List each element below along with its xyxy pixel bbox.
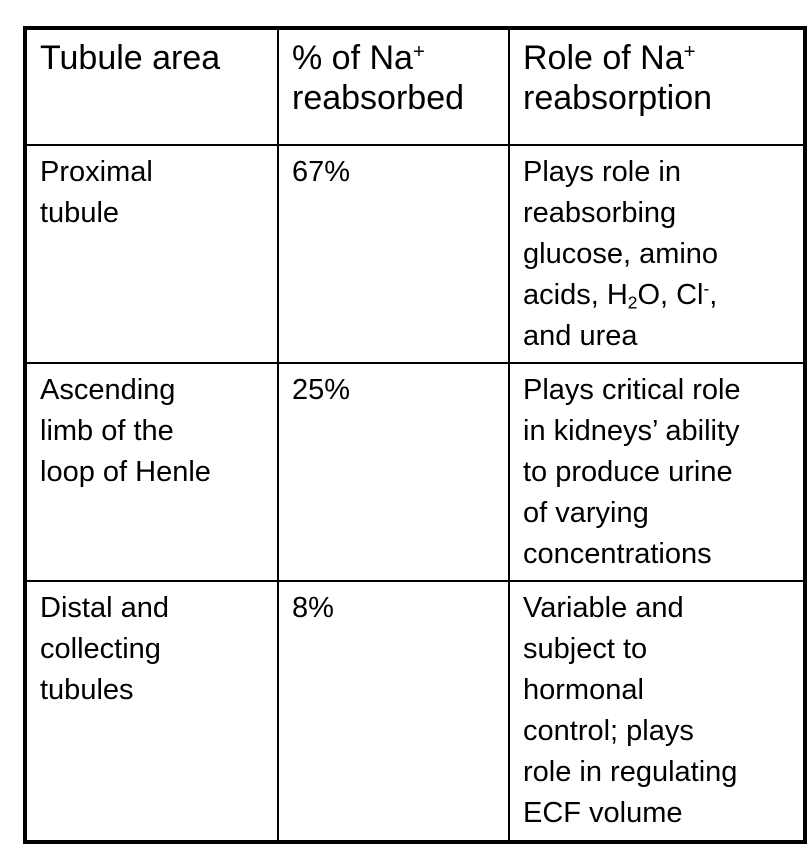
header-percent-line1 xyxy=(292,38,500,78)
cell-line: to produce urine xyxy=(523,456,733,488)
header-percent-reabsorbed xyxy=(278,28,509,145)
role-text-acids: acids, H xyxy=(523,279,628,311)
cell-line: of varying xyxy=(523,497,649,529)
role-text-comma: , xyxy=(709,279,718,311)
table-row xyxy=(25,363,805,581)
cell-role xyxy=(509,145,805,363)
header-role-superscript: + xyxy=(683,40,696,63)
cell-line: concentrations xyxy=(523,538,712,570)
cell-tubule-area xyxy=(25,363,278,581)
cell-line xyxy=(523,275,795,316)
header-tubule-area-text: Tubule area xyxy=(40,39,221,77)
cell-role xyxy=(509,581,805,842)
header-percent-line2: reabsorbed xyxy=(292,79,465,117)
cell-line: glucose, amino xyxy=(523,238,719,270)
role-text-oxygen-chloride: O, Cl xyxy=(637,279,704,311)
cell-percent xyxy=(278,363,509,581)
cell-line: Proximal xyxy=(40,156,153,188)
table-row xyxy=(25,581,805,842)
cell-line: control; plays xyxy=(523,715,694,747)
header-role xyxy=(509,28,805,145)
cell-line: subject to xyxy=(523,633,648,665)
header-row xyxy=(25,28,805,145)
header-role-line1 xyxy=(523,38,795,78)
cell-line: hormonal xyxy=(523,674,644,706)
cell-line: collecting xyxy=(40,633,161,665)
cell-line: 8% xyxy=(292,592,334,624)
cell-line: 67% xyxy=(292,156,351,188)
chloride-superscript: - xyxy=(703,278,710,299)
cell-line: reabsorbing xyxy=(523,197,677,229)
cell-line: Distal and xyxy=(40,592,169,624)
header-percent-superscript: + xyxy=(412,40,425,63)
cell-line: 25% xyxy=(292,374,351,406)
cell-percent xyxy=(278,145,509,363)
header-role-line2: reabsorption xyxy=(523,79,713,117)
cell-line: in kidneys’ ability xyxy=(523,415,740,447)
header-role-text: Role of Na xyxy=(523,39,684,77)
cell-line: tubules xyxy=(40,674,134,706)
header-percent-text: % of Na xyxy=(292,39,413,77)
cell-percent xyxy=(278,581,509,842)
cell-tubule-area xyxy=(25,581,278,842)
cell-line: ECF volume xyxy=(523,797,683,829)
cell-line: Ascending xyxy=(40,374,176,406)
cell-line: role in regulating xyxy=(523,756,738,788)
cell-line: Plays role in xyxy=(523,156,681,188)
cell-tubule-area xyxy=(25,145,278,363)
cell-line: and urea xyxy=(523,320,638,352)
cell-line: loop of Henle xyxy=(40,456,211,488)
cell-line: tubule xyxy=(40,197,120,229)
table-row xyxy=(25,145,805,363)
header-tubule-area xyxy=(25,28,278,145)
cell-line: Variable and xyxy=(523,592,684,624)
water-subscript: 2 xyxy=(627,292,638,313)
cell-role xyxy=(509,363,805,581)
cell-line: Plays critical role xyxy=(523,374,741,406)
cell-line: limb of the xyxy=(40,415,174,447)
sodium-reabsorption-table xyxy=(23,26,807,844)
